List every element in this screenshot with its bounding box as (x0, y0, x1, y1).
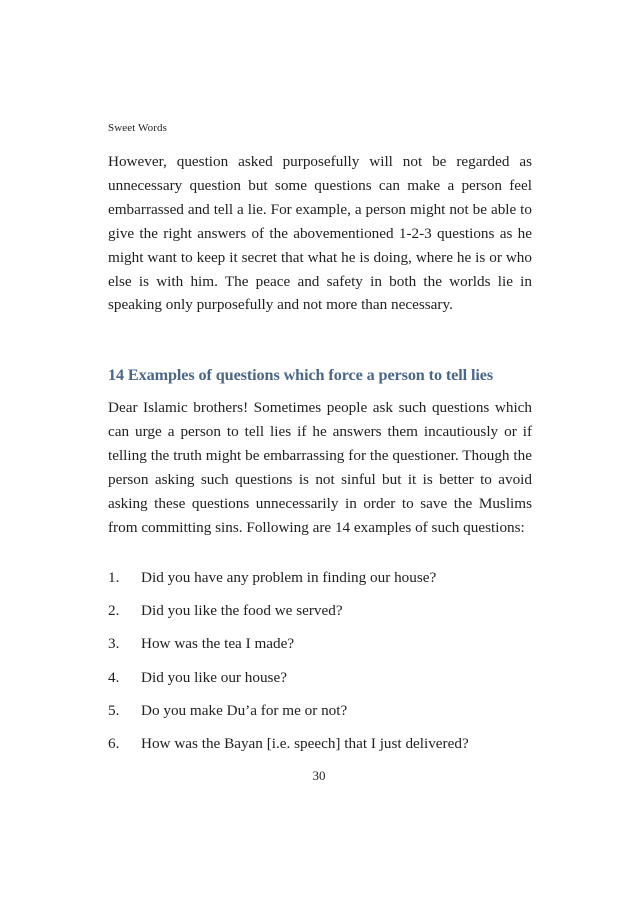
list-item-number: 2. (108, 602, 120, 620)
section-heading: 14 Examples of questions which force a person to tell lies (108, 366, 494, 384)
list-item (108, 699, 538, 732)
list-item (108, 599, 538, 632)
list-item-number: 5. (108, 701, 120, 719)
list-item (108, 666, 538, 699)
list-item (108, 632, 538, 665)
list-item-number: 1. (108, 569, 120, 586)
page-number: 30 (312, 768, 326, 783)
list-item-text: Do you make Du’a for me or not? (141, 701, 348, 719)
questions-list (108, 566, 538, 765)
intro-block (108, 150, 532, 317)
list-item-text: How was the Bayan [i.e. speech] that I just delivered? (141, 734, 469, 752)
list-item-number: 3. (108, 635, 120, 653)
list-item (108, 732, 538, 765)
list-item-number: 4. (108, 668, 120, 686)
list-item (108, 566, 538, 599)
list-item-number: 6. (108, 734, 120, 752)
intro-paragraph: However, question asked purposefully will not be regarded as unnecessary question but some questions can make a person feel embarrassed and tell a lie. For example, a person might not be able to give the right answers of the abovementioned 1-2-3 questions as he might want to keep it secret that what he is doing, where he is or who else is with him. The peace and safety in both the worlds lie in speaking only purposefully and not more than necessary. (108, 153, 532, 314)
section-block (108, 396, 532, 539)
running-header: Sweet Words (108, 122, 167, 134)
list-item-text: Did you like the food we served? (141, 602, 343, 620)
list-item-text: Did you have any problem in finding our house? (141, 569, 437, 586)
list-item-text: Did you like our house? (141, 668, 287, 686)
list-item-text: How was the tea I made? (141, 635, 295, 653)
section-paragraph: Dear Islamic brothers! Sometimes people ask such questions which can urge a person to tell lies if he answers them incautiously or if telling the truth might be embarrassing for the questioner. Though the person asking such questions is not sinful but it is better to avoid asking these questions unnecessarily in order to save the Muslims from committing sins. Following are 14 examples of such questions: (108, 399, 532, 536)
